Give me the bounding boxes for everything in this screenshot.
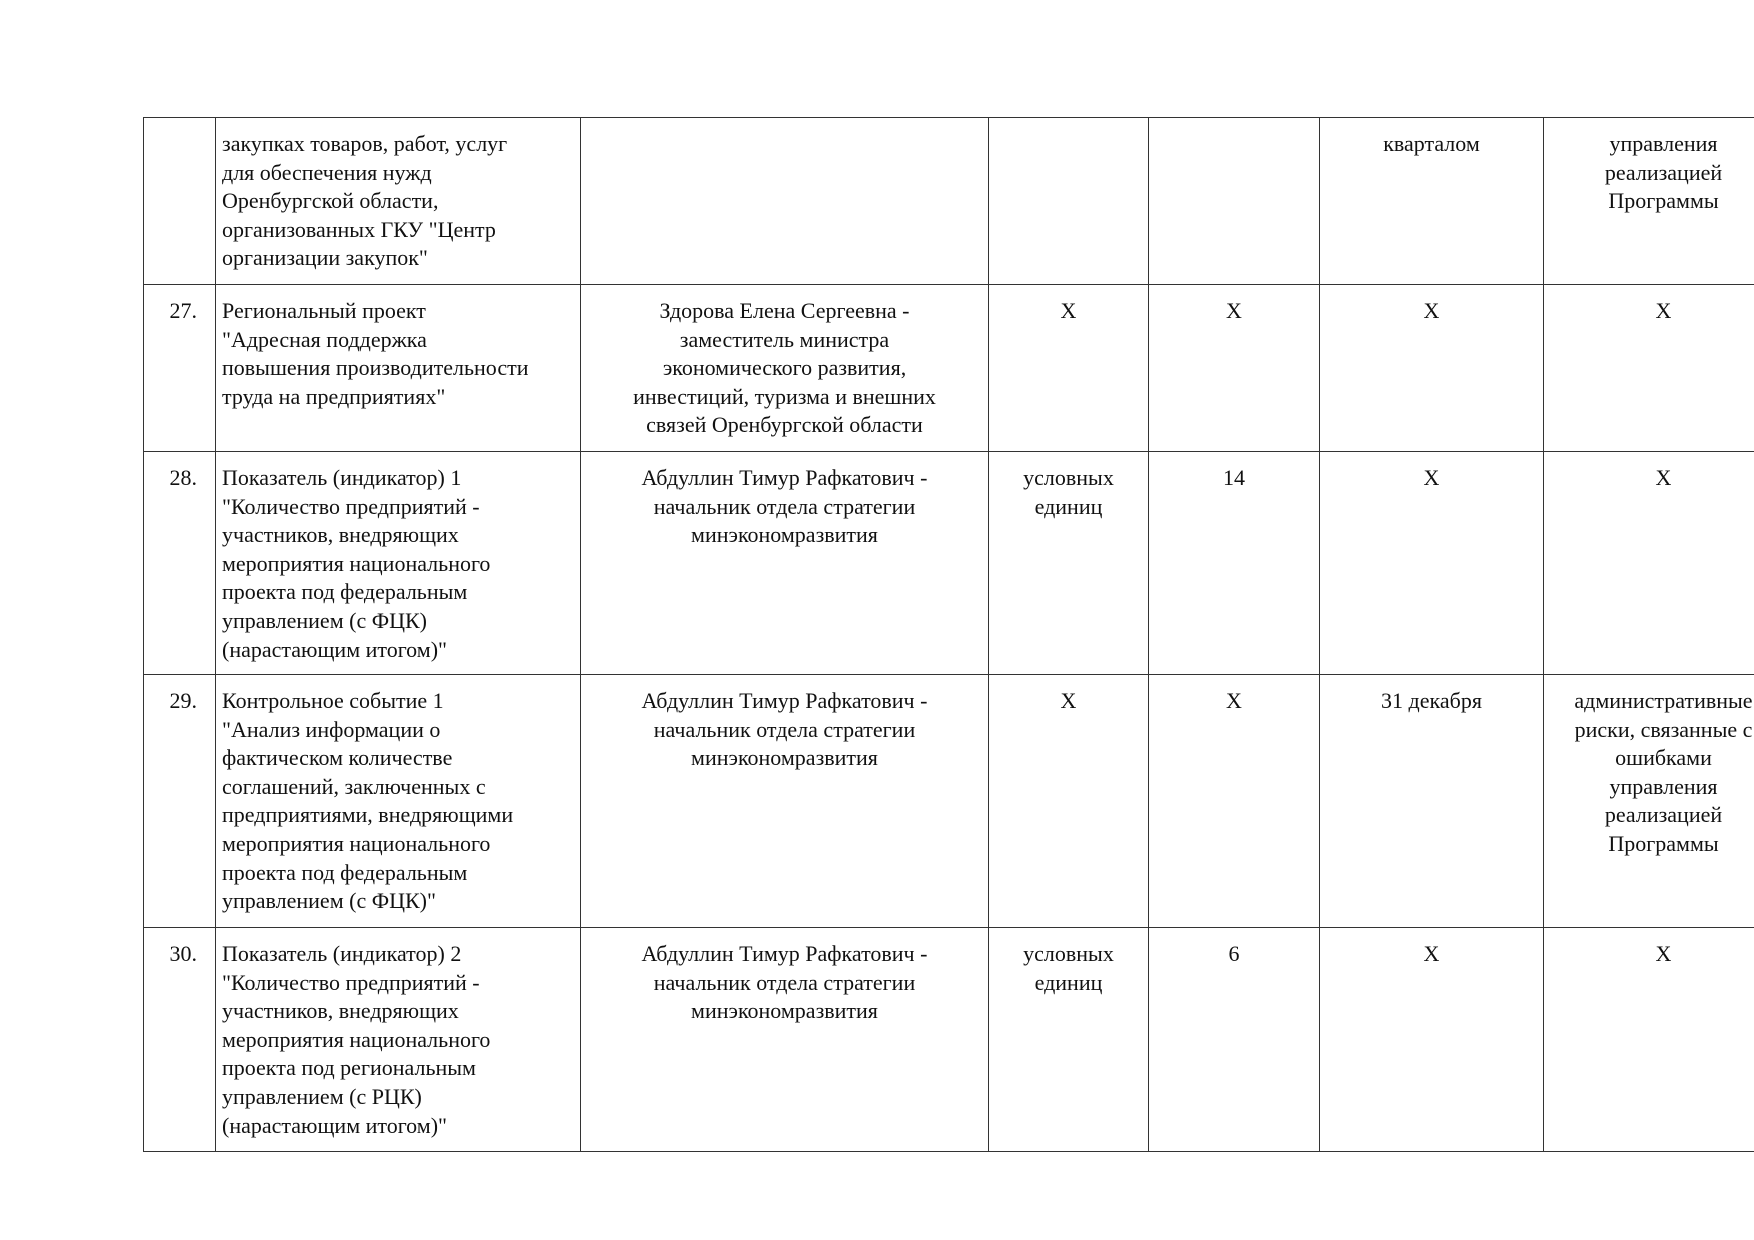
cell-responsible [581, 118, 989, 285]
cell-unit: условных единиц [989, 452, 1149, 675]
cell-unit: X [989, 285, 1149, 452]
cell-unit: X [989, 675, 1149, 928]
cell-name: Региональный проект "Адресная поддержка повышения производительности труда на предприятиях" [216, 285, 581, 452]
cell-risks: X [1544, 928, 1754, 1152]
table-row [144, 452, 1754, 675]
cell-deadline: X [1320, 928, 1544, 1152]
cell-deadline: X [1320, 452, 1544, 675]
cell-name: закупках товаров, работ, услуг для обеспечения нужд Оренбургской области, организованных ГКУ "Центр организации закупок" [216, 118, 581, 285]
cell-unit: условных единиц [989, 928, 1149, 1152]
cell-risks: X [1544, 452, 1754, 675]
cell-name: Показатель (индикатор) 2 "Количество предприятий - участников, внедряющих мероприятия национального проекта под региональным управлением (с РЦК) (нарастающим итогом)" [216, 928, 581, 1152]
cell-responsible: Абдуллин Тимур Рафкатович - начальник отдела стратегии минэкономразвития [581, 452, 989, 675]
cell-value: X [1149, 675, 1320, 928]
cell-responsible: Абдуллин Тимур Рафкатович - начальник отдела стратегии минэкономразвития [581, 928, 989, 1152]
table-row [144, 928, 1754, 1152]
cell-num: 28. [144, 452, 216, 675]
cell-deadline: 31 декабря [1320, 675, 1544, 928]
cell-value: 6 [1149, 928, 1320, 1152]
cell-num [144, 118, 216, 285]
cell-responsible: Здорова Елена Сергеевна - заместитель министра экономического развития, инвестиций, туризма и внешних связей Оренбургской области [581, 285, 989, 452]
cell-deadline: X [1320, 285, 1544, 452]
table-row [144, 285, 1754, 452]
cell-value: X [1149, 285, 1320, 452]
cell-name: Показатель (индикатор) 1 "Количество предприятий - участников, внедряющих мероприятия национального проекта под федеральным управлением (с ФЦК) (нарастающим итогом)" [216, 452, 581, 675]
cell-name: Контрольное событие 1 "Анализ информации о фактическом количестве соглашений, заключенных с предприятиями, внедряющими мероприятия национального проекта под федеральным управлением (с ФЦК)" [216, 675, 581, 928]
table-row [144, 118, 1754, 285]
cell-value [1149, 118, 1320, 285]
cell-risks: административные риски, связанные с ошибками управления реализацией Программы [1544, 675, 1754, 928]
table-row [144, 675, 1754, 928]
program-table [143, 117, 1754, 1152]
cell-num: 30. [144, 928, 216, 1152]
cell-num: 27. [144, 285, 216, 452]
cell-value: 14 [1149, 452, 1320, 675]
cell-risks: управления реализацией Программы [1544, 118, 1754, 285]
cell-responsible: Абдуллин Тимур Рафкатович - начальник отдела стратегии минэкономразвития [581, 675, 989, 928]
cell-num: 29. [144, 675, 216, 928]
cell-deadline: кварталом [1320, 118, 1544, 285]
cell-risks: X [1544, 285, 1754, 452]
cell-unit [989, 118, 1149, 285]
